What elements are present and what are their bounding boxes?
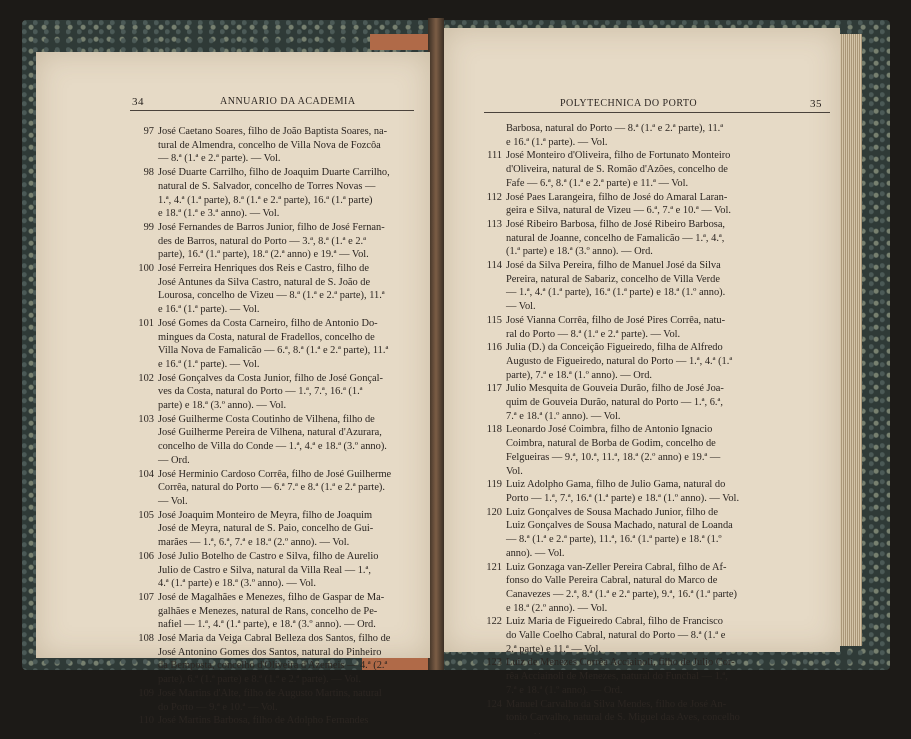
entry-text xyxy=(506,423,830,478)
entry-text xyxy=(158,166,418,221)
entry-line: e 16.ª (1.ª parte). — Vol. xyxy=(158,358,260,370)
entry-text xyxy=(506,341,830,382)
entry-number: 122 xyxy=(486,616,502,628)
entry-line: José Guilherme Costa Coutinho de Vilhena, filho de xyxy=(158,413,375,425)
entry-line: Luiz Gonçalves de Sousa Machado, natural de Loanda xyxy=(506,520,733,532)
list-item xyxy=(484,382,830,423)
entry-line: des de Barros, natural do Porto — 3.ª, 8.ª (1.ª e 2.ª xyxy=(158,235,366,247)
entry-line: quim de Gouveia Durão, natural do Porto — 1.ª, 6.ª, xyxy=(506,397,723,409)
entry-number: 97 xyxy=(143,126,154,137)
entry-line: José Guilherme Pereira de Vilhena, natural d'Azurara, xyxy=(158,427,382,439)
entry-line: e 16.ª (1.ª parte). — Vol. xyxy=(506,136,608,148)
entry-text xyxy=(158,591,418,632)
list-item xyxy=(136,687,418,714)
list-item xyxy=(484,506,830,561)
entry-line: Luiz Gonzaga van-Zeller Pereira Cabral, filho de Af- xyxy=(506,561,727,573)
entry-line: José de Meyra, natural de S. Paio, concelho de Gui- xyxy=(158,523,374,535)
entry-number: 98 xyxy=(143,167,154,179)
entry-text xyxy=(506,698,830,725)
entry-line: — 1.ª, 4.ª (1.ª parte), 16.ª (1.ª parte) e 18.ª (1.º anno). xyxy=(506,287,726,299)
entry-line: Manuel Carvalho da Silva Mendes, filho de José An- xyxy=(506,698,727,710)
right-running-head: POLYTECHNICA DO PORTO xyxy=(560,98,698,109)
entry-line: natural de S. Salvador, concelho de Torres Novas — xyxy=(158,180,376,192)
entry-text xyxy=(158,125,418,166)
left-page-number: 34 xyxy=(132,96,144,108)
entry-line: parte), 6.ª (1.ª parte) e 8.ª (1.ª e 2.ª parte). — Vol. xyxy=(158,674,361,686)
entry-line: d'Oliveira, natural de S. Romão d'Azões, concelho de xyxy=(506,164,728,176)
entry-line: — Vol. xyxy=(506,301,536,313)
list-item xyxy=(484,698,830,725)
left-page-content xyxy=(136,125,418,728)
entry-line: e 18.ª (2.º anno). — Vol. xyxy=(506,602,608,614)
entry-line: José Gonçalves da Costa Junior, filho de José Gonçal- xyxy=(158,372,383,384)
entry-number: 102 xyxy=(138,372,154,384)
list-item xyxy=(136,372,418,413)
entry-line: Vol. xyxy=(506,465,523,477)
entry-line: Fafe — 6.ª, 8.ª (1.ª e 2.ª parte) e 11.ª — Vol. xyxy=(506,177,689,189)
entry-text xyxy=(506,314,830,341)
entry-line: José Paes Larangeira, filho de José do Amaral Laran- xyxy=(506,191,728,203)
entry-line: José de Magalhães e Menezes, filho de Gaspar de Ma- xyxy=(158,591,385,603)
entry-line: José Joaquim Monteiro de Meyra, filho de Joaquim xyxy=(158,509,373,521)
list-item xyxy=(136,509,418,550)
entry-line: ral do Porto — 8.ª (1.ª e 2.ª parte). — Vol. xyxy=(506,328,681,340)
entry-line: Felgueiras — 9.ª, 10.ª, 11.ª, 18.ª (2.º anno) e 19.ª — xyxy=(506,451,721,463)
list-item xyxy=(484,615,830,656)
entry-line: Luiz Gonçalves de Sousa Machado Junior, filho de xyxy=(506,506,718,518)
entry-number: 101 xyxy=(138,317,154,329)
page-edges xyxy=(838,34,862,646)
entry-line: Julia (D.) da Conceição Figueiredo, filha de Alfredo xyxy=(506,342,723,354)
entry-number: 108 xyxy=(138,633,154,645)
entry-number: 124 xyxy=(486,698,502,710)
right-page xyxy=(444,28,840,736)
entry-line: fonso do Valle Pereira Cabral, natural do Marco de xyxy=(506,575,718,587)
entry-line: José Monteiro d'Oliveira, filho de Fortunato Monteiro xyxy=(506,150,731,162)
entry-text xyxy=(506,191,830,218)
entry-line: José da Silva Pereira, filho de Manuel José da Silva xyxy=(506,260,721,272)
entry-number: 114 xyxy=(486,260,502,272)
entry-number: 115 xyxy=(486,314,502,326)
entry-line: rêa Acciainoli de Menezes, natural do Funchal — 1.ª, xyxy=(506,671,728,683)
entry-line: do Porto — 9.ª e 10.ª — Vol. xyxy=(158,701,278,713)
entry-text xyxy=(158,413,418,468)
entry-line: 4.ª (1.ª parte) e 18.ª (3.º anno). — Vol. xyxy=(158,578,317,590)
entry-line: Julio de Castro e Silva, natural da Villa Real — 1.ª, xyxy=(158,564,371,576)
list-item xyxy=(136,125,418,166)
list-item xyxy=(136,317,418,372)
entry-line: Villa Nova de Famalicão — 6.ª, 8.ª (1.ª e 2.ª parte), 11.ª xyxy=(158,345,389,357)
entry-text xyxy=(506,506,830,561)
entry-number: 104 xyxy=(138,468,154,480)
entry-line: — 8.ª (1.ª e 2.ª parte), 11.ª, 16.ª (1.ª parte) e 18.ª (1.º xyxy=(506,534,722,546)
left-page xyxy=(36,52,430,727)
entry-line: José Herminio Cardoso Corrêa, filho de José Guilherme xyxy=(158,468,392,480)
entry-line: concelho de Villa do Conde — 1.ª, 4.ª e 18.ª (3.º anno). xyxy=(158,441,387,453)
entry-text xyxy=(506,149,830,190)
entry-line: parte) e 18.ª (3.º anno). — Vol. xyxy=(158,400,287,412)
entry-line: tonio Carvalho, natural de S. Miguel das Aves, concelho xyxy=(506,712,740,724)
entry-line: tural de Almendra, concelho de Villa Nova de Fozcôa xyxy=(158,139,381,151)
entry-text xyxy=(158,317,418,372)
list-item xyxy=(484,561,830,616)
entry-text xyxy=(506,615,830,656)
entry-number: 109 xyxy=(138,687,154,699)
entry-line: geira e Silva, natural de Vizeu — 6.ª, 7.ª e 10.ª — Vol. xyxy=(506,205,731,217)
list-item xyxy=(484,259,830,314)
entry-number: 118 xyxy=(486,424,502,436)
entry-text xyxy=(158,550,418,591)
entry-text xyxy=(158,262,418,317)
entry-number: 110 xyxy=(138,715,154,727)
entry-line: e 16.ª (1.ª parte). — Vol. xyxy=(158,304,260,316)
entry-line: 7.ª e 18.ª (1.º anno). — Ord. xyxy=(506,684,623,696)
entry-line: Pereira, natural de Sabariz, concelho de Villa Verde xyxy=(506,273,720,285)
list-item xyxy=(484,191,830,218)
entry-text xyxy=(506,656,830,697)
entry-number: 117 xyxy=(486,383,502,395)
entry-text xyxy=(506,478,830,505)
list-item xyxy=(484,656,830,697)
entry-line: José Martins d'Alte, filho de Augusto Martins, natural xyxy=(158,687,382,699)
list-item xyxy=(136,166,418,221)
entry-line: José Caetano Soares, filho de João Baptista Soares, na- xyxy=(158,126,388,137)
entry-line: — Vol. xyxy=(158,495,188,507)
list-item xyxy=(136,714,418,728)
right-header-rule xyxy=(484,112,830,113)
entry-line: 1.ª, 4.ª (1.ª parte), 8.ª (1.ª e 2.ª parte), 16.ª (1.ª parte) xyxy=(158,194,373,206)
entry-line: anno). — Vol. xyxy=(506,547,565,559)
list-item xyxy=(484,149,830,190)
list-item xyxy=(484,314,830,341)
list-item xyxy=(136,262,418,317)
entry-line: Corrêa, natural do Porto — 6.ª 7.ª e 8.ª (1.ª e 2.ª parte). xyxy=(158,482,385,494)
entry-number: 116 xyxy=(486,342,502,354)
entry-number: 119 xyxy=(486,479,502,491)
entry-line: Coimbra, natural de Borba de Godim, concelho de xyxy=(506,438,716,450)
entry-text xyxy=(158,632,418,687)
entry-line: parte), 7.ª e 18.ª (1.º anno). — Ord. xyxy=(506,369,653,381)
entry-line: José Ribeiro Barbosa, filho de José Ribeiro Barbosa, xyxy=(506,218,726,230)
entry-line: — 8.ª (1.ª e 2.ª parte). — Vol. xyxy=(158,153,281,165)
entry-line: José Julio Botelho de Castro e Silva, filho de Aurelio xyxy=(158,550,379,562)
entry-line: Luiz de Menezes Corrêa Acciainoli, filho de Julio Cor- xyxy=(506,657,735,669)
entry-text xyxy=(506,561,830,616)
entry-line: José Maria da Veiga Cabral Belleza dos Santos, filho de xyxy=(158,633,391,645)
entry-line: Augusto de Figueiredo, natural do Porto — 1.ª, 4.ª (1.ª xyxy=(506,355,733,367)
entry-number: 120 xyxy=(486,506,502,518)
entry-text xyxy=(158,714,418,728)
entry-line: nafiel — 1.ª, 4.ª (1.ª parte), e 18.ª (3.º anno). — Ord. xyxy=(158,619,376,631)
entry-line: galhães e Menezes, natural de Rans, concelho de Pe- xyxy=(158,605,378,617)
entry-line: parte), 16.ª (1.ª parte), 18.ª (2.ª anno) e 19.ª — Vol. xyxy=(158,249,369,261)
entry-text xyxy=(506,382,830,423)
entry-number: 123 xyxy=(486,657,502,669)
entry-line: Julio Mesquita de Gouveia Durão, filho de José Joa- xyxy=(506,383,724,395)
entry-number: 99 xyxy=(143,221,154,233)
list-item xyxy=(484,423,830,478)
entry-number: 105 xyxy=(138,509,154,521)
right-page-number: 35 xyxy=(810,98,822,110)
list-item xyxy=(136,413,418,468)
entry-line: José Vianna Corrêa, filho de José Pires Corrêa, natu- xyxy=(506,314,726,326)
entry-line: Luiz Maria de Figueiredo Cabral, filho de Francisco xyxy=(506,616,723,628)
entry-line: 2.ª parte) e 11.ª — Vol. xyxy=(506,643,602,655)
list-item xyxy=(136,468,418,509)
entry-number: 111 xyxy=(487,150,502,162)
book-spine xyxy=(428,18,444,670)
entry-line: Leonardo José Coimbra, filho de Antonio Ignacio xyxy=(506,424,713,436)
entry-line: marães — 1.ª, 6.ª, 7.ª e 18.ª (2.º anno). — Vol. xyxy=(158,537,350,549)
left-header-rule xyxy=(130,110,414,111)
entry-line: Canavezes — 2.ª, 8.ª (1.ª e 2.ª parte), 9.ª, 16.ª (1.ª parte) xyxy=(506,588,737,600)
entry-text xyxy=(158,221,418,262)
entry-line: ves da Costa, natural do Porto — 1.ª, 7.ª, 16.ª (1.ª xyxy=(158,386,363,398)
entry-line: José Antunes da Silva Castro, natural de S. João de xyxy=(158,276,371,288)
entry-line: José Gomes da Costa Carneiro, filho de Antonio Do- xyxy=(158,317,378,329)
entry-line: José Duarte Carrilho, filho de Joaquim Duarte Carrilho, xyxy=(158,167,390,179)
entry-line: da Bemposta, concelho d'Oliveira d'Azemeis — 4.ª (2.ª xyxy=(158,660,388,672)
list-item xyxy=(484,478,830,505)
list-item xyxy=(136,632,418,687)
entry-number: 112 xyxy=(486,191,502,203)
entry-line: do Valle Coelho Cabral, natural do Porto — 8.ª (1.ª e xyxy=(506,630,726,642)
entry-number: 113 xyxy=(486,218,502,230)
entry-text xyxy=(158,372,418,413)
list-item xyxy=(136,591,418,632)
entry-line: José Antonino Gomes dos Santos, natural do Pinheiro xyxy=(158,646,382,658)
list-item xyxy=(136,550,418,591)
footer-mark: . . xyxy=(534,725,541,736)
entry-text xyxy=(158,687,418,714)
entry-line: José Fernandes de Barros Junior, filho de José Fernan- xyxy=(158,221,385,233)
entry-line: José Martins Barbosa, filho de Adolpho Fernandes xyxy=(158,715,369,727)
entry-number: 100 xyxy=(138,263,154,275)
entry-text xyxy=(506,218,830,259)
entry-text xyxy=(158,468,418,509)
entry-number: 106 xyxy=(138,550,154,562)
entry-line: e 18.ª (1.ª e 3.ª anno). — Vol. xyxy=(158,208,280,220)
entry-line: 7.ª e 18.ª (1.º anno). — Vol. xyxy=(506,410,621,422)
entry-line: — Ord. xyxy=(158,454,190,466)
entry-text xyxy=(506,259,830,314)
entry-line: Lourosa, concelho de Vizeu — 8.ª (1.ª e 2.ª parte), 11.ª xyxy=(158,290,385,302)
entry-line: (1.ª parte) e 18.ª (3.º anno). — Ord. xyxy=(506,246,653,258)
entry-number: 103 xyxy=(138,413,154,425)
entry-text xyxy=(158,509,418,550)
entry-number: 121 xyxy=(486,561,502,573)
entry-line: José Ferreira Henriques dos Reis e Castro, filho de xyxy=(158,263,369,275)
list-item xyxy=(484,341,830,382)
list-item xyxy=(136,221,418,262)
entry-line: Porto — 1.ª, 7.ª, 16.ª (1.ª parte) e 18.ª (1.º anno). — Vol. xyxy=(506,492,740,504)
entry-line: Barbosa, natural do Porto — 8.ª (1.ª e 2.ª parte), 11.ª xyxy=(506,123,724,134)
entry-number: 107 xyxy=(138,591,154,603)
left-running-head: ANNUARIO DA ACADEMIA xyxy=(220,96,356,107)
entry-line: mingues da Costa, natural de Fradellos, concelho de xyxy=(158,331,375,343)
list-item xyxy=(484,218,830,259)
continued-entry xyxy=(484,122,830,149)
entry-line: Luiz Adolpho Gama, filho de Julio Gama, natural do xyxy=(506,479,726,491)
right-page-content xyxy=(484,122,830,739)
entry-line: natural de Joanne, concelho de Famalicão — 1.ª, 4.ª, xyxy=(506,232,725,244)
